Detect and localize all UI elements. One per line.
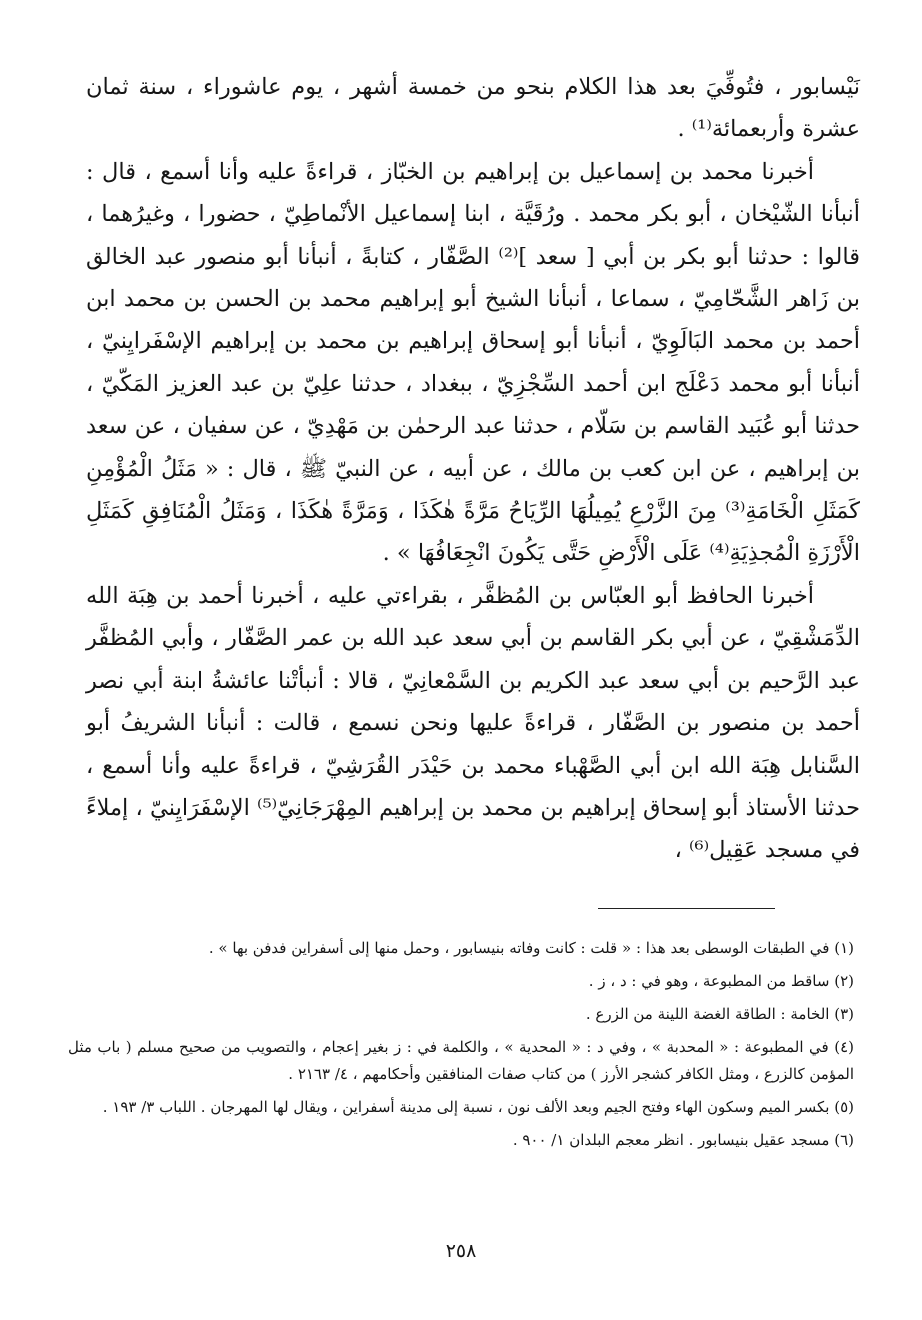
footnote-6: (٦) مسجد عقيل بنيسابور . انظر معجم البلدان ١/ ٩٠٠ .: [512, 1131, 854, 1149]
footnote-4: (٤) في المطبوعة : « المحدبة » ، وفي د : « المحدية » ، والكلمة في : ز بغير إعجام ، والتصويب من صحيح مسلم ( باب مثل المؤمن كالزرع ، ومثل الكافر كشجر الأرز ) من كتاب صفات المنافقين وأحكامهم ، ٤/ ٢١٦٣ .: [68, 1038, 854, 1083]
footnote-3: (٣) الخامة : الطاقة الغضة اللينة من الزرع .: [585, 1005, 854, 1023]
footnote-5: (٥) بكسر الميم وسكون الهاء وفتح الجيم وبعد الألف نون ، نسبة إلى مدينة أسفراين ، ويقال لها المهرجان . اللباب ٣/ ١٩٣ .: [102, 1098, 854, 1116]
page-number: ٢٥٨: [445, 1240, 477, 1262]
paragraph-1: نَيْسابور ، فتُوفِّيَ بعد هذا الكلام بنحو من خمسة أشهر ، يوم عاشوراء ، سنة ثمان عشرة وأربعمائة⁽¹⁾ .: [86, 74, 860, 143]
footnotes: [68, 935, 854, 1160]
footnote-1: (١) في الطبقات الوسطى بعد هذا : « قلت : كانت وفاته بنيسابور ، وحمل منها إلى أسفراين فدفن بها » .: [208, 939, 854, 957]
paragraph-3: أخبرنا الحافظ أبو العبّاس بن المُظفَّر ، بقراءتي عليه ، أخبرنا أحمد بن هِبَة الله الدِّمَشْقِيّ ، عن أبي بكر القاسم بن أبي سعد عبد الله بن عمر الصَّفّار ، وأبي المُظفَّر عبد الرَّحيم بن أبي سعد عبد الكريم بن السَّمْعانِيّ ، قالا : أنبأتْنا عائشةُ ابنة أبي نصر أحمد بن منصور بن الصَّفّار ، قراءةً عليها ونحن نسمع ، قالت : أنبأنا الشريفُ أبو السَّنابل هِبَة الله ابن أبي الصَّهْباء محمد بن حَيْدَر القُرَشِيّ ، قراءةً عليه وأنا أسمع ، حدثنا الأستاذ أبو إسحاق إبراهيم بن محمد بن إبراهيم المِهْرَجَانِيّ⁽⁵⁾ الإسْفَرَايِنيّ ، إملاءً في مسجد عَقِيل⁽⁶⁾ ،: [86, 582, 861, 864]
footnote-2: (٢) ساقط من المطبوعة ، وهو في : د ، ز .: [588, 972, 854, 990]
main-text: [86, 66, 860, 872]
paragraph-2: أخبرنا محمد بن إسماعيل بن إبراهيم بن الخبّاز ، قراءةً عليه وأنا أسمع ، قال : أنبأنا الشّيْخان ، أبو بكر محمد . ورُقَيَّة ، ابنا إسماعيل الأنْماطِيّ ، حضورا ، وغيرُهما ، قالوا : حدثنا أبو بكر بن أبي [ سعد ]⁽²⁾ الصَّفّار ، كتابةً ، أنبأنا أبو منصور عبد الخالق بن زَاهر الشَّحّامِيّ ، سماعا ، أنبأنا الشيخ أبو إبراهيم محمد بن الحسن بن محمد ابن أحمد بن محمد البَالَوِيّ ، أنبأنا أبو إسحاق إبراهيم بن محمد بن إبراهيم الإسْفَرايِنيّ ، أنبأنا أبو محمد دَعْلَج ابن أحمد السِّجْزِيّ ، ببغداد ، حدثنا علِيّ بن عبد العزيز المَكّيّ ، حدثنا أبو عُبَيد القاسم بن سَلّام ، حدثنا عبد الرحمٰن بن مَهْدِيّ ، عن سفيان ، عن سعد بن إبراهيم ، عن ابن كعب بن مالك ، عن أبيه ، عن النبيّ ﷺ ، قال : « مَثَلُ الْمُؤْمِنِ كَمَثَلِ الْخَامَةِ⁽³⁾ مِنَ الزَّرْعِ يُمِيلُهَا الرِّيَاحُ مَرَّةً هٰكَذَا ، وَمَرَّةً هٰكَذَا ، وَمَثَلُ الْمُنَافِقِ كَمَثَلِ الْأَرْزَةِ الْمُجذِيَةِ⁽⁴⁾ عَلَى الْأَرْضِ حَتَّى يَكُونَ انْجِعَافُهَا » .: [86, 158, 860, 567]
footnote-separator: [598, 908, 775, 909]
